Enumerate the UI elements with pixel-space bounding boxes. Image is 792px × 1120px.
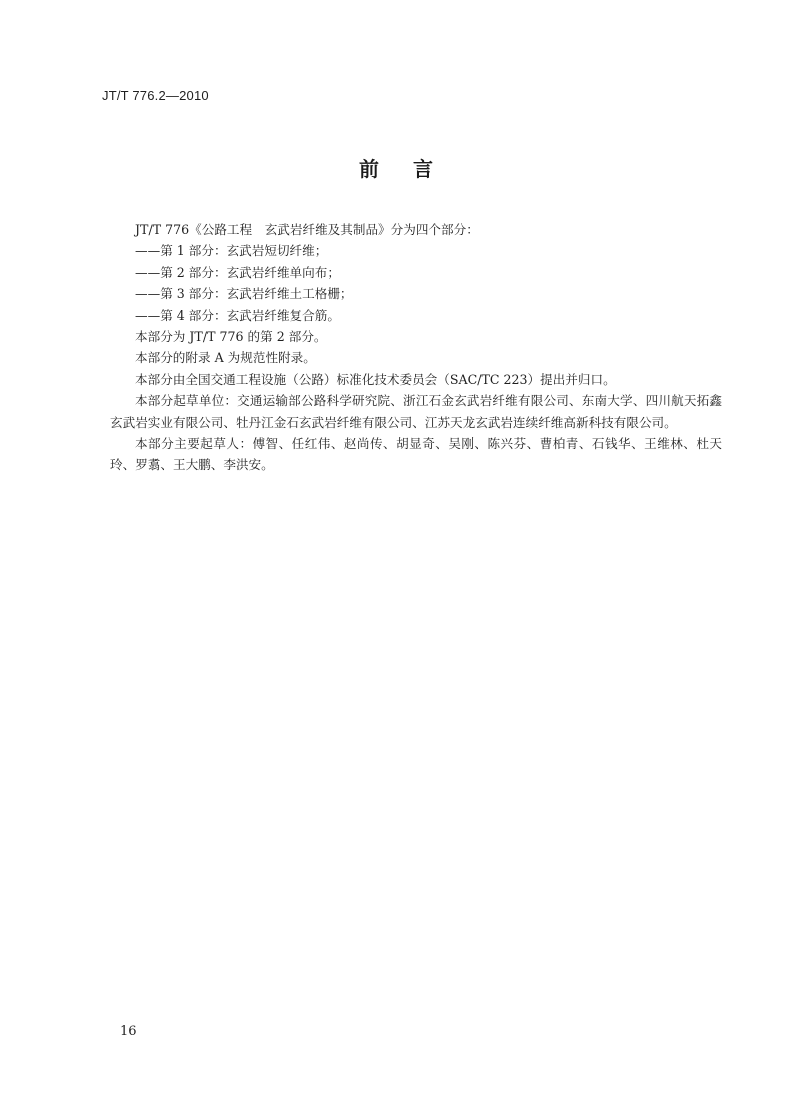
- part-of-statement: 本部分为 JT/T 776 的第 2 部分。: [135, 329, 327, 345]
- standard-code: JT/T 776.2—2010: [102, 88, 209, 103]
- page-title: 前言: [359, 157, 467, 181]
- part-item-1: ——第 1 部分：玄武岩短切纤维；: [135, 243, 328, 259]
- page-number: 16: [120, 1024, 137, 1039]
- drafting-units-paragraph: 本部分起草单位：交通运输部公路科学研究院、浙江石金玄武岩纤维有限公司、东南大学、四川航天拓鑫玄武岩实业有限公司、牡丹江金石玄武岩纤维有限公司、江苏天龙玄武岩连续纤维高新科技有限公司。: [110, 393, 722, 430]
- drafters-paragraph: 本部分主要起草人：傅智、任红伟、赵尚传、胡显奇、吴刚、陈兴芬、曹柏青、石钱华、王维林、杜天玲、罗翥、王大鹏、李洪安。: [110, 436, 722, 473]
- part-item-2: ——第 2 部分：玄武岩纤维单向布；: [135, 264, 340, 280]
- part-item-4: ——第 4 部分：玄武岩纤维复合筋。: [135, 307, 340, 323]
- foreword-body: [110, 219, 722, 476]
- part-item-3: ——第 3 部分：玄武岩纤维土工格栅；: [135, 286, 353, 302]
- proposer-statement: 本部分由全国交通工程设施（公路）标准化技术委员会（SAC/TC 223）提出并归口。: [135, 371, 616, 387]
- appendix-statement: 本部分的附录 A 为规范性附录。: [135, 350, 316, 366]
- intro-paragraph: JT/T 776《公路工程 玄武岩纤维及其制品》分为四个部分：: [135, 222, 479, 237]
